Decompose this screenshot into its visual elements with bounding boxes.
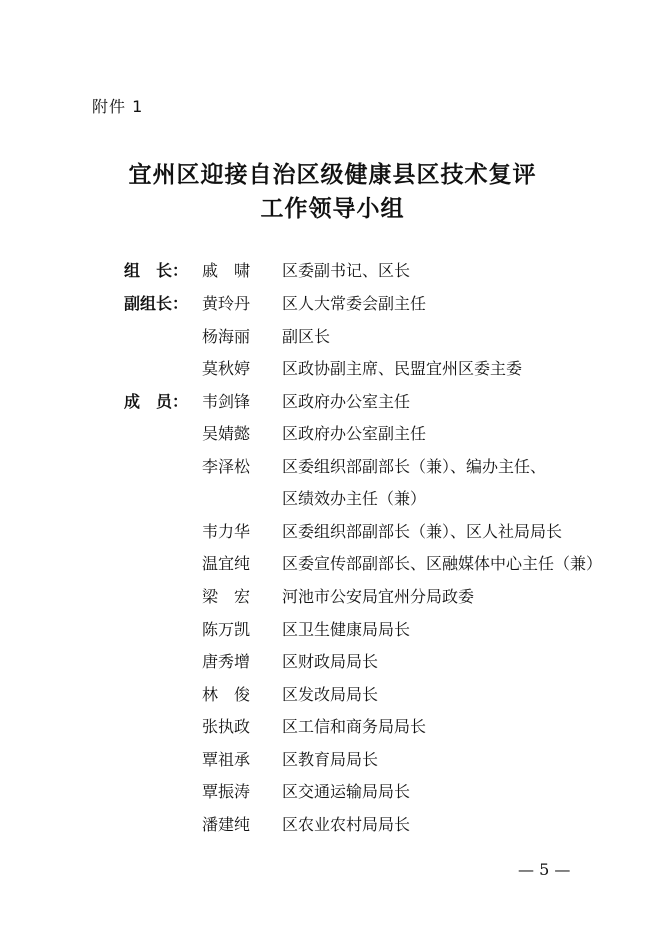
member-row — [0, 356, 665, 380]
member-name: 覃祖承 — [202, 750, 251, 769]
page-number: — 5 — — [518, 860, 571, 879]
member-position: 区人大常委会副主任 — [282, 294, 427, 313]
document-title-line1: 宜州区迎接自治区级健康县区技术复评 — [128, 161, 537, 188]
member-position: 区委组织部副部长（兼）、编办主任、 — [282, 457, 547, 476]
member-row — [0, 291, 665, 315]
member-position: 河池市公安局宜州分局政委 — [282, 587, 475, 606]
member-row — [0, 389, 665, 413]
member-role: 组 长： — [124, 261, 189, 280]
member-row — [0, 747, 665, 771]
attachment-label: 附件 1 — [92, 97, 144, 116]
member-position: 区交通运输局局长 — [282, 782, 411, 801]
member-name: 潘建纯 — [202, 815, 251, 834]
member-name: 李泽松 — [202, 457, 251, 476]
member-position: 区工信和商务局局长 — [282, 717, 427, 736]
member-row-continuation — [0, 486, 665, 510]
member-position: 区教育局局长 — [282, 750, 379, 769]
member-position: 区政协副主席、民盟宜州区委主委 — [282, 359, 523, 378]
member-name: 韦力华 — [202, 522, 251, 541]
member-row — [0, 617, 665, 641]
member-position: 区绩效办主任（兼） — [282, 489, 427, 508]
member-position: 区卫生健康局局长 — [282, 620, 411, 639]
member-name: 杨海丽 — [202, 327, 251, 346]
member-name: 覃振涛 — [202, 782, 251, 801]
member-row — [0, 421, 665, 445]
member-row — [0, 519, 665, 543]
member-name: 陈万凯 — [202, 620, 251, 639]
member-row — [0, 258, 665, 282]
member-name: 张执政 — [202, 717, 251, 736]
member-position: 区财政局局长 — [282, 652, 379, 671]
member-position: 区发改局局长 — [282, 685, 379, 704]
member-position: 区委组织部副部长（兼）、区人社局局长 — [282, 522, 563, 541]
member-row — [0, 779, 665, 803]
member-role: 成 员： — [124, 392, 189, 411]
member-row — [0, 649, 665, 673]
member-row — [0, 812, 665, 836]
member-position: 副区长 — [282, 327, 331, 346]
document-title-line2: 工作领导小组 — [260, 195, 405, 222]
member-row — [0, 714, 665, 738]
member-name: 戚 啸 — [202, 261, 251, 280]
member-name: 梁 宏 — [202, 587, 251, 606]
member-name: 唐秀增 — [202, 652, 251, 671]
member-row — [0, 584, 665, 608]
member-position: 区委副书记、区长 — [282, 261, 411, 280]
member-row — [0, 551, 665, 575]
member-position: 区委宣传部副部长、区融媒体中心主任（兼） — [282, 554, 603, 573]
member-row — [0, 454, 665, 478]
member-position: 区政府办公室副主任 — [282, 424, 427, 443]
member-name: 吴婧懿 — [202, 424, 251, 443]
member-name: 莫秋婷 — [202, 359, 251, 378]
member-row — [0, 324, 665, 348]
member-position: 区农业农村局局长 — [282, 815, 411, 834]
member-name: 温宜纯 — [202, 554, 251, 573]
member-position: 区政府办公室主任 — [282, 392, 411, 411]
member-name: 韦剑锋 — [202, 392, 251, 411]
member-name: 林 俊 — [202, 685, 251, 704]
member-role: 副组长： — [124, 294, 189, 313]
member-row — [0, 682, 665, 706]
member-name: 黄玲丹 — [202, 294, 251, 313]
